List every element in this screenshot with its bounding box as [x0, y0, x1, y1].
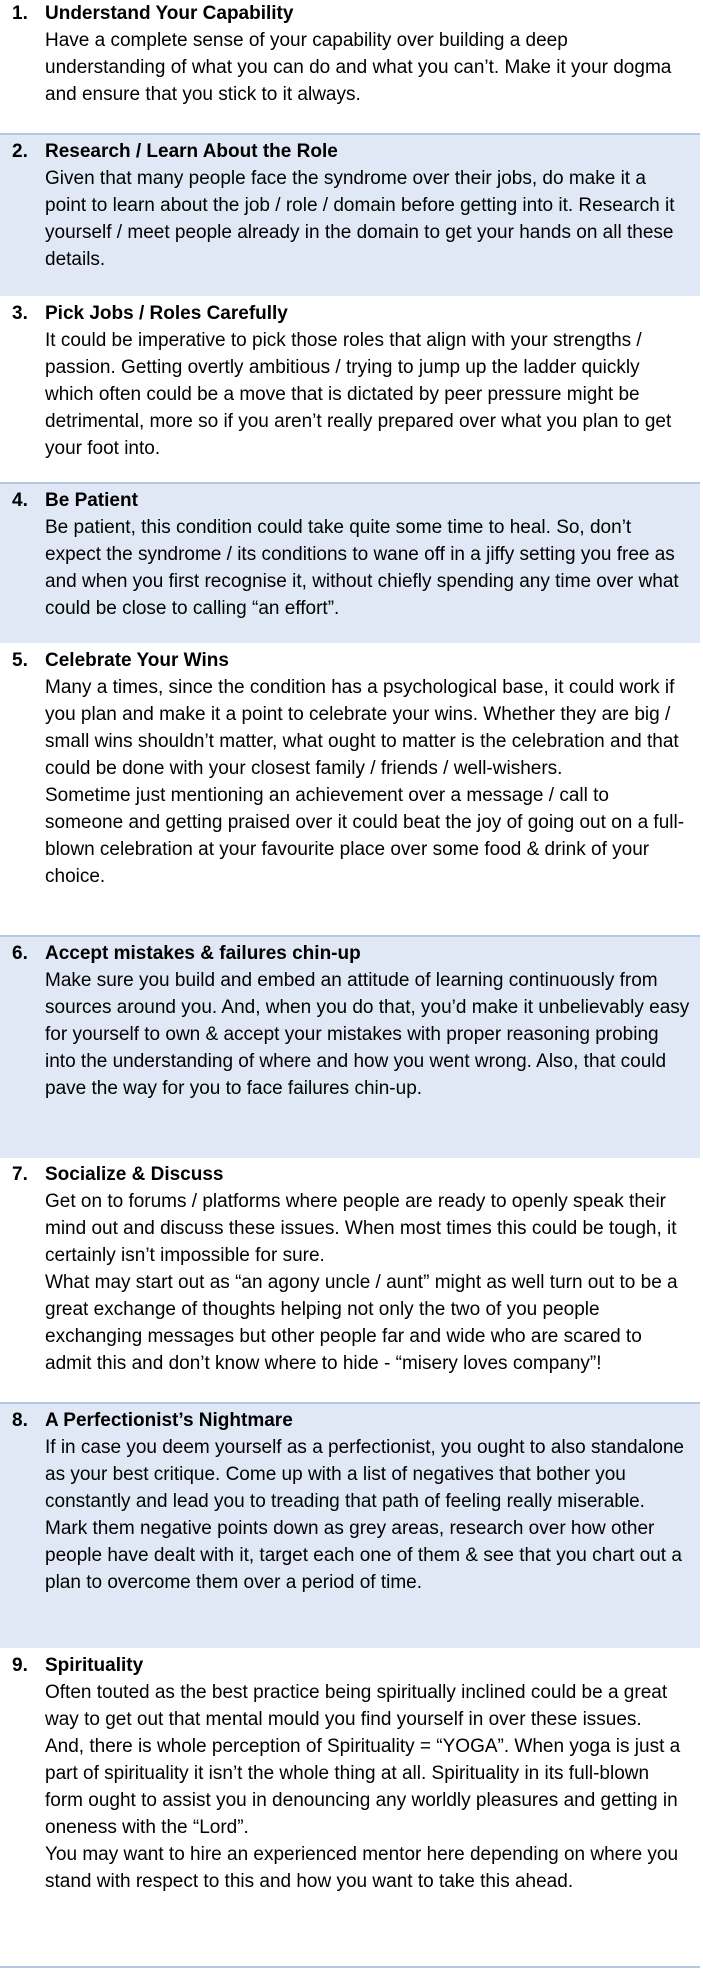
item-paragraph: Get on to forums / platforms where people are ready to openly speak their mind out and discuss these issues. When most times this could be tough, it certainly isn’t impossible for sure.	[45, 1191, 677, 1266]
item-paragraph: It could be imperative to pick those roles that align with your strengths / passion. Getting overtly ambitious / trying to jump up the ladder quickly which often could be a move that is dictated by peer pressure might be detrimental, more so if you aren’t really prepared over what you plan to get your foot into.	[45, 330, 672, 459]
list-item	[0, 0, 700, 133]
item-number: 8.	[12, 1410, 28, 1431]
list-item	[0, 296, 700, 482]
item-paragraph: You may want to hire an experienced mentor here depending on where you stand with respect to this and how you want to take this ahead.	[45, 1844, 679, 1892]
item-paragraph: Many a times, since the condition has a psychological base, it could work if you plan and make it a point to celebrate your wins. Whether they are big / small wins shouldn’t matter, what ought to matter is the celebration and that could be done with your closest family / friends / well-wishers.	[45, 677, 679, 779]
item-heading	[0, 1161, 692, 1188]
item-paragraph: Make sure you build and embed an attitude of learning continuously from sources around you. And, when you do that, you’d make it unbelievably easy for yourself to own & accept your mistakes with proper reasoning probing into the understanding of where and how you went wrong. Also, that could pave the way for you to face failures chin-up.	[45, 970, 690, 1099]
list-item	[0, 935, 700, 1158]
item-title: Be Patient	[45, 490, 138, 511]
item-body	[45, 1679, 692, 1895]
item-title: Research / Learn About the Role	[45, 141, 338, 162]
item-paragraph: Have a complete sense of your capability over building a deep understanding of what you can do and what you can’t. Make it your dogma and ensure that you stick to it always.	[45, 30, 672, 105]
item-heading	[0, 647, 692, 674]
list-item	[0, 643, 700, 935]
item-title: Understand Your Capability	[45, 3, 294, 24]
item-paragraph: If in case you deem yourself as a perfectionist, you ought to also standalone as your best critique. Come up with a list of negatives that bother you constantly and lead you to treading that path of feeling really miserable.	[45, 1437, 684, 1512]
item-paragraph: Sometime just mentioning an achievement over a message / call to someone and getting praised over it could beat the joy of going out on a full-blown celebration at your favourite place over some food & drink of your choice.	[45, 785, 685, 887]
item-heading	[0, 487, 692, 514]
item-heading	[0, 138, 692, 165]
list-item	[0, 1402, 700, 1648]
item-title: Spirituality	[45, 1655, 144, 1676]
item-number: 5.	[12, 650, 28, 671]
item-paragraph: Given that many people face the syndrome over their jobs, do make it a point to learn about the job / role / domain before getting into it. Research it yourself / meet people already in the domain to get your hands on all these details.	[45, 168, 675, 270]
item-number: 1.	[12, 3, 28, 24]
item-title: Socialize & Discuss	[45, 1164, 224, 1185]
item-body	[45, 165, 692, 273]
item-number: 9.	[12, 1655, 28, 1676]
item-paragraph: Be patient, this condition could take quite some time to heal. So, don’t expect the syndrome / its conditions to wane off in a jiffy setting you free as and when you first recognise it, without chiefly spending any time over what could be close to calling “an effort”.	[45, 517, 679, 619]
item-body	[45, 327, 692, 462]
bottom-divider	[0, 1966, 700, 1968]
item-body	[45, 674, 692, 890]
item-paragraph: And, there is whole perception of Spirituality = “YOGA”. When yoga is just a part of spirituality it isn’t the whole thing at all. Spirituality in its full-blown form ought to assist you in denouncing any worldly pleasures and getting in oneness with the “Lord”.	[45, 1736, 681, 1838]
item-paragraph: Mark them negative points down as grey areas, research over how other people have dealt with it, target each one of them & see that you chart out a plan to overcome them over a period of time.	[45, 1518, 682, 1593]
item-body	[45, 967, 692, 1102]
item-title: Pick Jobs / Roles Carefully	[45, 303, 288, 324]
list-item	[0, 133, 700, 296]
list-item	[0, 1648, 700, 1966]
item-number: 3.	[12, 303, 28, 324]
item-number: 4.	[12, 490, 28, 511]
item-paragraph: Often touted as the best practice being spiritually inclined could be a great way to get out that mental mould you find yourself in over these issues.	[45, 1682, 668, 1730]
item-body	[45, 514, 692, 622]
item-heading	[0, 0, 692, 27]
item-body	[45, 1188, 692, 1377]
list-item	[0, 482, 700, 643]
item-title: Accept mistakes & failures chin-up	[45, 943, 361, 964]
item-body	[45, 1434, 692, 1596]
item-body	[45, 27, 692, 108]
item-title: Celebrate Your Wins	[45, 650, 229, 671]
item-heading	[0, 300, 692, 327]
item-paragraph: What may start out as “an agony uncle / aunt” might as well turn out to be a great exchange of thoughts helping not only the two of you people exchanging messages but other people far and wide who are scared to admit this and don’t know where to hide - “misery loves company”!	[45, 1272, 678, 1374]
item-number: 2.	[12, 141, 28, 162]
item-heading	[0, 940, 692, 967]
item-heading	[0, 1407, 692, 1434]
item-number: 7.	[12, 1164, 28, 1185]
item-title: A Perfectionist’s Nightmare	[45, 1410, 293, 1431]
item-heading	[0, 1652, 692, 1679]
item-number: 6.	[12, 943, 28, 964]
list-item	[0, 1158, 700, 1402]
